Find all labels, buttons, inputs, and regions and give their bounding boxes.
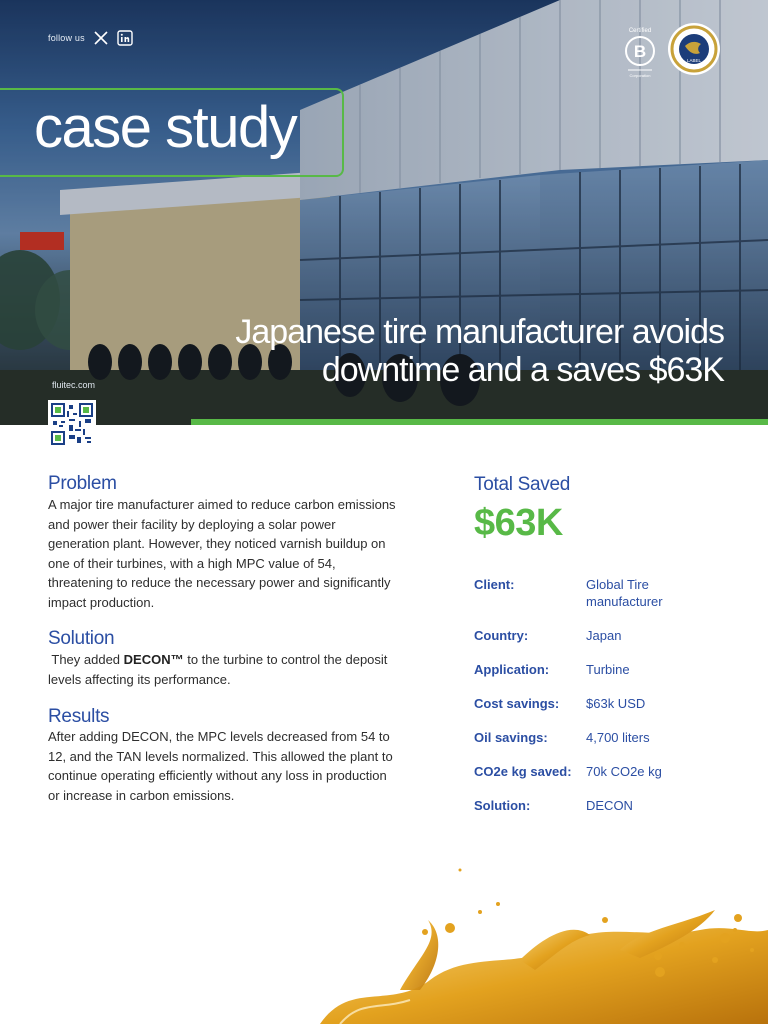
fact-value: $63k USD <box>586 696 646 711</box>
total-saved-value: $63K <box>474 502 563 544</box>
fact-label: Client: <box>474 577 515 592</box>
solution-product-name: DECON™ <box>123 652 184 667</box>
linkedin-icon[interactable] <box>117 30 133 46</box>
fact-row-application <box>474 661 744 678</box>
qr-code-icon[interactable] <box>48 400 96 448</box>
results-heading: Results <box>48 706 110 727</box>
fact-value: Turbine <box>586 662 630 677</box>
fact-row-solution <box>474 797 744 814</box>
fact-row-cost-savings <box>474 695 744 712</box>
fact-label: Cost savings: <box>474 696 560 711</box>
fact-label: Country: <box>474 628 529 643</box>
case-facts-list <box>474 576 744 831</box>
page-title: case study <box>34 95 297 160</box>
fact-row-co2e-saved <box>474 763 744 780</box>
total-saved-label: Total Saved <box>474 474 570 495</box>
problem-heading: Problem <box>48 473 117 494</box>
fact-label: CO2e kg saved: <box>474 764 572 779</box>
b-corp-certified-icon <box>620 24 660 80</box>
solution-body-suffix: to the turbine to control the deposit levels affecting its performance. <box>48 652 388 687</box>
solution-body <box>48 650 400 689</box>
fact-value: Japan <box>586 628 622 643</box>
b-corp-certified-text: Certified <box>628 28 652 34</box>
site-url-link[interactable]: fluitec.com <box>52 380 96 390</box>
solar-impulse-center-text: LABEL <box>686 58 702 63</box>
fact-value: 70k CO2e kg <box>586 764 662 779</box>
fact-row-country <box>474 627 744 644</box>
follow-us <box>48 30 133 46</box>
hero-headline: Japanese tire manufacturer avoids downtime and a saves $63K <box>235 313 724 389</box>
hero-banner <box>0 0 768 425</box>
x-twitter-icon[interactable] <box>93 30 109 46</box>
fact-value: 4,700 liters <box>586 730 650 745</box>
qr-code-graphic <box>51 403 93 445</box>
fact-label: Oil savings: <box>474 730 548 745</box>
follow-label: follow us <box>48 33 85 43</box>
problem-body: A major tire manufacturer aimed to reduce carbon emissions and power their facility by deploying a solar power generation plant. However, they noticed varnish buildup on one of their turbines, with a high MPC value of 54, threatening to reduce the necessary power and significantly impact production. <box>48 497 396 610</box>
solution-heading: Solution <box>48 628 115 649</box>
fact-label: Solution: <box>474 798 531 813</box>
b-corp-corporation-text: Corporation <box>629 73 651 78</box>
results-body: After adding DECON, the MPC levels decreased from 54 to 12, and the TAN levels normalized. This allowed the plant to continue operating efficiently without any loss in production or increase in carbon emissions. <box>48 729 393 803</box>
fact-value: DECON <box>586 798 633 813</box>
fact-row-client <box>474 576 744 610</box>
fact-row-oil-savings <box>474 729 744 746</box>
fact-label: Application: <box>474 662 550 677</box>
solution-body-prefix: They added <box>48 652 124 667</box>
oil-splash-illustration <box>320 860 768 1024</box>
svg-text:B: B <box>633 42 647 61</box>
solar-impulse-label-icon <box>667 22 721 76</box>
fact-value: Global Tire manufacturer <box>586 577 663 609</box>
accent-bar <box>191 419 768 425</box>
